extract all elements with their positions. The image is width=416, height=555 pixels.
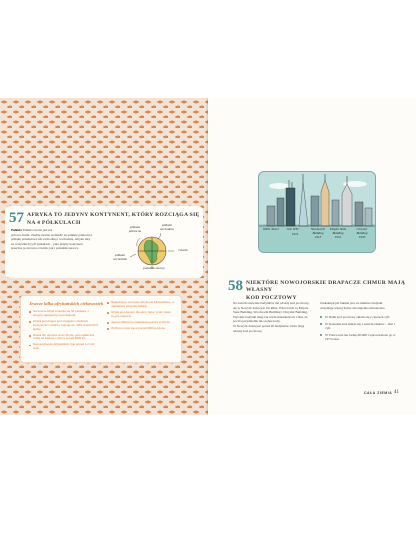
africa-facts-card xyxy=(20,295,182,363)
body-line: połową Ziemi. Ziemię można podzielić na półkulę północną i xyxy=(11,232,93,237)
label-west-hemisphere: półkula zachodnia xyxy=(160,223,174,231)
caption-year: 1974 xyxy=(291,232,299,236)
label-prime-meridian: południk zerowy xyxy=(143,266,165,270)
section-57-body xyxy=(11,228,107,251)
hemisphere-globe-illustration xyxy=(110,224,200,274)
fact-item: Rzeka Nil, płynąca przez Afrykę, jest najdłuższą rzeką na świecie i mierzy ponad 6600 km. xyxy=(29,334,99,342)
caption-one-wtc: One WTC xyxy=(286,227,300,231)
section-58-column-2 xyxy=(320,301,400,310)
body-line: półkulę południową lub zachodnią i wschodnią. Afryka leży xyxy=(11,237,91,242)
facts-list-column-1 xyxy=(29,310,99,353)
body-line: własny kod pocztowy. xyxy=(233,328,263,333)
caption-year: 1931 xyxy=(334,235,342,239)
page-number: 41 xyxy=(394,390,399,395)
fact-item: Najwyższym szczytem Afryki jest Kilimandżaro, a największą pustynią Sahara. xyxy=(107,301,177,309)
book-spread xyxy=(0,98,416,415)
section-title-line-2: KOD POCZTOWY xyxy=(246,295,297,301)
skyline-illustration xyxy=(258,171,376,253)
caption-woolworth: Woolworth Building xyxy=(311,227,325,235)
section-title-line-1: NIEKTÓRE NOWOJORSKIE DRAPACZE CHMUR MAJĄ WŁASNY xyxy=(246,280,406,293)
section-57-card xyxy=(5,206,203,278)
bullet-item: W Polsce kod ma formę 00-000 i wprowadzono go w 1973 roku. xyxy=(320,333,400,342)
body-line: Zaskakującym faktem jest, że niektóre budynki xyxy=(320,301,383,305)
body-line: Wysokie budynki mają tak wielu mieszkańców i biur, że xyxy=(233,314,308,319)
section-number: 57 xyxy=(9,210,24,226)
section-title-line-2: NA 4 PÓŁKULACH xyxy=(27,220,81,226)
left-page xyxy=(0,98,208,415)
section-58-column-1 xyxy=(233,301,313,333)
body-line: State Building, Woolworth Building i Chrysler Building. xyxy=(233,310,308,315)
footer-chapter-label: CAŁA ZIEMIA xyxy=(364,391,393,395)
facts-title: Jeszcze kilka afrykańskich ciekawostek xyxy=(29,301,104,306)
section-number: 58 xyxy=(228,278,243,294)
caption-year: 1913 xyxy=(314,235,322,239)
label-north-hemisphere: półkula północna xyxy=(128,225,142,233)
facts-list-column-2 xyxy=(107,301,177,332)
right-page xyxy=(208,98,416,415)
body-line: ale w Nowym Jorku jest ich kilka. Wśród nich są Empire xyxy=(233,305,309,310)
fact-item: Na kontynencie afrykańskim żyje ponad 1,2 mld ludzi. xyxy=(29,343,99,351)
body-line: poczta przydzieliła im osobne kody. xyxy=(233,319,281,324)
fact-item: W Afryce mówi się w ponad 2000 języków. xyxy=(107,327,177,331)
caption-willis-tower: Willis Tower xyxy=(263,227,279,231)
caption-chrysler: Chrysler Building xyxy=(356,227,368,235)
bullet-item: W Danii kod pocztowy składa się z czterech cyfr. xyxy=(320,315,400,320)
body-lead: Półkula xyxy=(11,228,22,232)
bullet-item: W Kanadzie kod składa się z sześciu znaków – liter i cyfr. xyxy=(320,322,400,331)
label-equator: równik xyxy=(178,248,188,252)
section-58-heading xyxy=(228,279,416,302)
body-line: otrzymują więcej listów niż niejedno miasteczko. xyxy=(320,305,386,310)
caption-empire-state: Empire State Building xyxy=(329,227,347,235)
fact-item: Na terenie Afryki znajdują się 54 państwa, z których największym jest Algieria. xyxy=(29,310,99,318)
fact-item: Afryka jest drugim pod względem wielkości kontynentem świata i zajmuje ok. 20% powierzchni lądów. xyxy=(29,320,99,332)
body-line: Na świecie niewiele budynków ma własny kod pocztowy, xyxy=(233,301,310,305)
postal-code-bullets xyxy=(320,315,400,344)
body-line: W Nowym Jorku jest ponad 40 budynków, które mają xyxy=(233,323,305,328)
skyscraper-icon xyxy=(259,172,376,253)
fact-item: Afryka jest domem dla słoni, lwów, żyraf i wielu innych zwierząt. xyxy=(107,311,177,319)
section-title-line-1: AFRYKA TO JEDYNY KONTYNENT, KTÓRY ROZCIĄGA SIĘ xyxy=(27,212,200,218)
caption-year: 1930 xyxy=(358,235,366,239)
body-line: na wszystkich tych półkulach – jako jedyny kontynent xyxy=(11,241,83,246)
label-east-hemisphere: półkula wschodnia xyxy=(112,253,128,261)
body-line: przecina ją zarówno równik, jak i południk zerowy. xyxy=(11,246,79,251)
fact-item: Jezioro Wiktorii to największe jezioro w Afryce. xyxy=(107,321,177,325)
body-line: Półkula zwana jest też xyxy=(22,228,53,232)
